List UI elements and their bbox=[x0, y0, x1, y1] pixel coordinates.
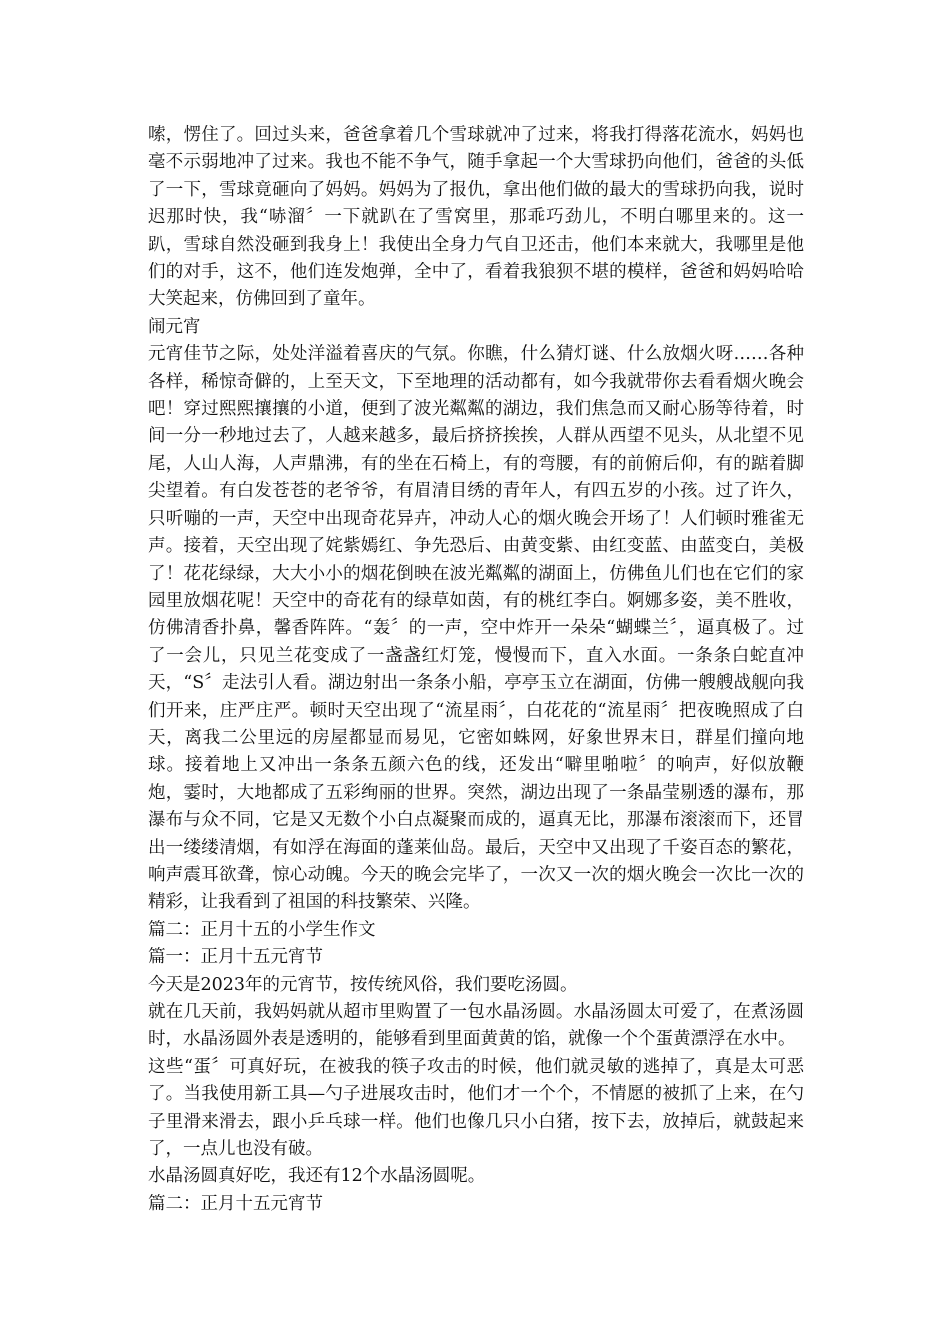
heading-part-two: 篇二：正月十五的小学生作文 bbox=[148, 919, 376, 940]
document-body bbox=[148, 122, 804, 1218]
paragraph-intro: 今天是2023年的元宵节，按传统风俗，我们要吃汤圆。 bbox=[148, 974, 578, 995]
paragraph-fireworks: 元宵佳节之际，处处洋溢着喜庆的气氛。你瞧，什么猜灯谜、什么放烟火呀……各种各样，稀惊奇僻的，上至天文，下至地理的活动都有，如今我就带你去看看烟火晚会吧！穿过熙熙攘攘的小道，便到了波光粼粼的湖边，我们焦急而又耐心肠等待着，时间一分一秒地过去了，人越来越多，最后挤挤挨挨，人群从西望不见头，从北望不见尾，人山人海，人声鼎沸，有的坐在石椅上，有的弯腰，有的前俯后仰，有的踮着脚尖望着。有白发苍苍的老爷爷，有眉清目绣的青年人，有四五岁的小孩。过了许久，只听嘣的一声，天空中出现奇花异卉，冲动人心的烟火晚会开场了！人们顿时雅雀无声。接着，天空出现了姹紫嫣红、争先恐后、由黄变紫、由红变蓝、由蓝变白，美极了！花花绿绿，大大小小的烟花倒映在波光粼粼的湖面上，仿佛鱼儿们也在它们的家园里放烟花呢！天空中的奇花有的绿草如茵，有的桃红李白。婀娜多姿，美不胜收，仿佛清香扑鼻，馨香阵阵。“轰〞的一声，空中炸开一朵朵“蝴蝶兰〞，逼真极了。过了一会儿，只见兰花变成了一盏盏红灯笼，慢慢而下，直入水面。一条条白蛇直冲天，“S〞走法引人看。湖边射出一条条小船，亭亭玉立在湖面，仿佛一艘艘战舰向我们开来，庄严庄严。顿时天空出现了“流星雨〞，白花花的“流星雨〞把夜晚照成了白天，离我二公里远的房屋都显而易见，它密如蛛网，好象世界末日，群星们撞向地球。接着地上又冲出一条条五颜六色的线，还发出“噼里啪啦〞的响声，好似放鞭炮，霎时，大地都成了五彩绚丽的世界。突然，湖边出现了一条晶莹剔透的瀑布，那瀑布与众不同，它是又无数个小白点凝聚而成的，逼真无比，那瀑布滚滚而下，还冒出一缕缕清烟，有如浮在海面的蓬莱仙岛。最后，天空中又出现了千姿百态的繁花，响声震耳欲聋，惊心动魄。今天的晚会完毕了，一次又一次的烟火晚会一次比一次的精彩，让我看到了祖国的科技繁荣、兴隆。 bbox=[148, 344, 804, 913]
paragraph-crystal-dumplings: 就在几天前，我妈妈就从超市里购置了一包水晶汤圆。水晶汤圆太可爱了，在煮汤圆时，水晶汤圆外表是透明的，能够看到里面黄黄的馅，就像一个个蛋黄漂浮在水中。 bbox=[148, 1002, 804, 1050]
heading-essay-one: 篇一：正月十五元宵节 bbox=[148, 947, 323, 968]
paragraph-conclusion: 水晶汤圆真好吃，我还有12个水晶汤圆呢。 bbox=[148, 1166, 486, 1187]
heading-essay-two: 篇二：正月十五元宵节 bbox=[148, 1193, 323, 1214]
heading-lantern-festival: 闹元宵 bbox=[148, 316, 201, 337]
paragraph-snowball-fight: 嗦，愣住了。回过头来，爸爸拿着几个雪球就冲了过来，将我打得落花流水，妈妈也毫不示弱地冲了过来。我也不能不争气，随手拿起一个大雪球扔向他们，爸爸的头低了一下，雪球竟砸向了妈妈。妈妈为了报仇，拿出他们做的最大的雪球扔向我，说时迟那时快，我“哧溜〞一下就趴在了雪窝里，那乖巧劲儿，不明白哪里来的。这一趴，雪球自然没砸到我身上！我使出全身力气自卫还击，他们本来就大，我哪里是他们的对手，这不，他们连发炮弹，全中了，看着我狼狈不堪的模样，爸爸和妈妈哈哈大笑起来，仿佛回到了童年。 bbox=[148, 125, 804, 310]
paragraph-chopsticks: 这些“蛋〞可真好玩，在被我的筷子攻击的时候，他们就灵敏的逃掉了，真是太可恶了。当我使用新工具—勺子进展攻击时，他们才一个个，不情愿的被抓了上来，在勺子里滑来滑去，跟小乒乓球一样。他们也像几只小白猪，按下去，放掉后，就鼓起来了，一点儿也没有破。 bbox=[148, 1056, 804, 1160]
